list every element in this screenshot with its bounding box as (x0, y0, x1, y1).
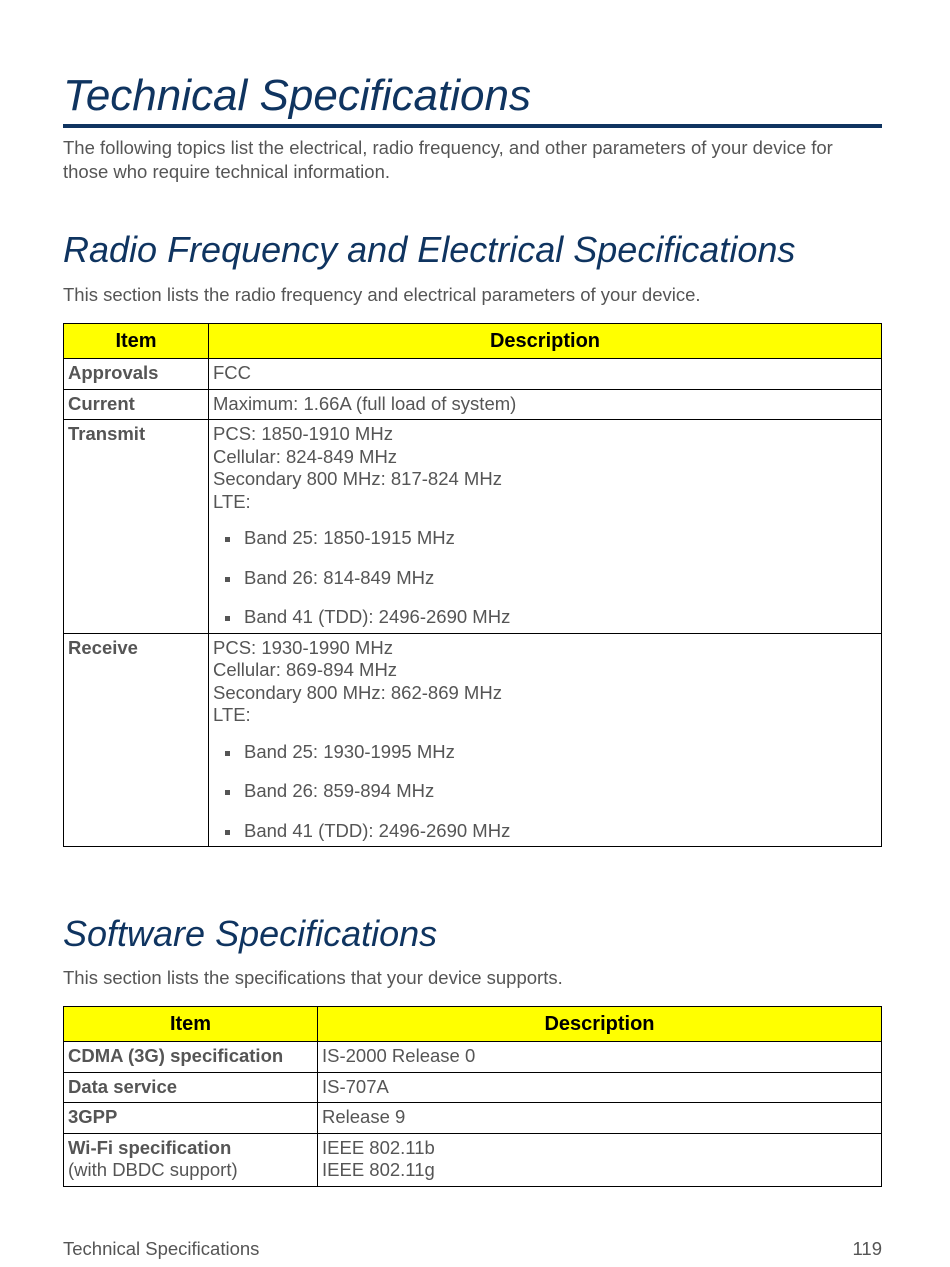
row-value-cdma: IS-2000 Release 0 (318, 1042, 882, 1073)
row-label-receive: Receive (64, 633, 209, 847)
table-row (64, 1072, 882, 1103)
row-label-cdma: CDMA (3G) specification (64, 1042, 318, 1073)
transmit-band-list (213, 527, 877, 629)
row-label-transmit: Transmit (64, 420, 209, 634)
column-header-item: Item (64, 324, 209, 359)
transmit-line: Secondary 800 MHz: 817-824 MHz (213, 468, 502, 489)
row-label-current: Current (64, 389, 209, 420)
list-item: Band 26: 859-894 MHz (222, 780, 877, 803)
wifi-standard: IEEE 802.11g (322, 1159, 435, 1180)
list-item: Band 26: 814-849 MHz (222, 567, 877, 590)
receive-line: Secondary 800 MHz: 862-869 MHz (213, 681, 502, 703)
table-row (64, 420, 882, 634)
list-item: Band 25: 1850-1915 MHz (222, 527, 877, 550)
table-header-row (64, 1007, 882, 1042)
transmit-line: PCS: 1850-1910 MHz (213, 423, 393, 444)
row-label-3gpp: 3GPP (64, 1103, 318, 1134)
transmit-line: Cellular: 824-849 MHz (213, 445, 398, 467)
row-value-approvals: FCC (209, 359, 882, 390)
row-value-3gpp: Release 9 (318, 1103, 882, 1134)
table-row (64, 1133, 882, 1186)
column-header-item: Item (64, 1007, 318, 1042)
row-label-approvals: Approvals (64, 359, 209, 390)
table-row (64, 1103, 882, 1134)
receive-line: Cellular: 869-894 MHz (213, 659, 398, 680)
row-value-data-service: IS-707A (318, 1072, 882, 1103)
rf-spec-table (63, 323, 882, 847)
wifi-item-note: (with DBDC support) (68, 1159, 238, 1180)
table-header-row (64, 324, 882, 359)
list-item: Band 41 (TDD): 2496-2690 MHz (222, 606, 877, 629)
receive-line: PCS: 1930-1990 MHz (213, 636, 393, 658)
column-header-description: Description (209, 324, 882, 359)
sw-section-intro: This section lists the specifications that your device supports. (63, 967, 563, 988)
row-value-receive (209, 633, 882, 847)
sw-spec-table (63, 1006, 882, 1187)
row-value-transmit (209, 420, 882, 634)
row-label-wifi (64, 1133, 318, 1186)
table-row (64, 1042, 882, 1073)
receive-line: LTE: (213, 704, 251, 725)
table-row (64, 359, 882, 390)
list-item: Band 25: 1930-1995 MHz (222, 741, 877, 764)
list-item: Band 41 (TDD): 2496-2690 MHz (222, 820, 877, 843)
row-value-wifi (318, 1133, 882, 1186)
row-label-data-service: Data service (64, 1072, 318, 1103)
page-intro: The following topics list the electrical, radio frequency, and other parameters of your device for those who require technical information. (63, 137, 833, 182)
rf-section-intro: This section lists the radio frequency and electrical parameters of your device. (63, 284, 701, 305)
footer-label: Technical Specifications (63, 1238, 260, 1259)
transmit-line: LTE: (213, 490, 251, 512)
receive-band-list (213, 741, 877, 843)
sw-section-heading: Software Specifications (63, 913, 438, 954)
column-header-description: Description (318, 1007, 882, 1042)
wifi-item-label: Wi-Fi specification (68, 1136, 232, 1158)
wifi-standard: IEEE 802.11b (322, 1136, 435, 1158)
page-footer (63, 1238, 882, 1260)
row-value-current: Maximum: 1.66A (full load of system) (209, 389, 882, 420)
table-row (64, 389, 882, 420)
page-title: Technical Specifications (63, 70, 882, 128)
rf-section-heading: Radio Frequency and Electrical Specifications (63, 229, 796, 270)
page-number: 119 (852, 1238, 882, 1259)
table-row (64, 633, 882, 847)
